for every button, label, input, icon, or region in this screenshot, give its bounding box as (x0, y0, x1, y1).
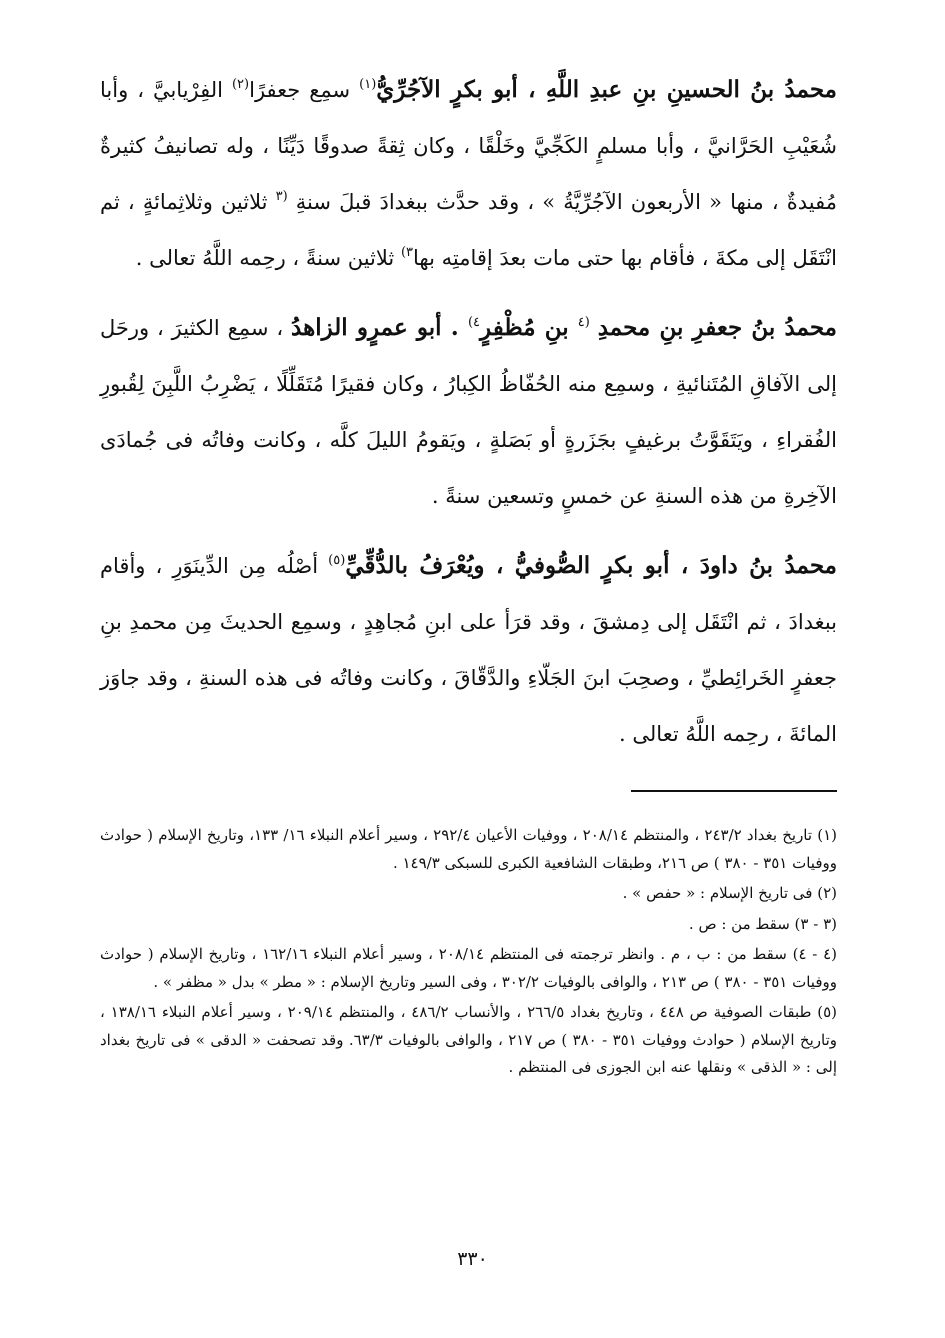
biography-entry (100, 62, 837, 286)
biography-entry (100, 300, 837, 524)
footnote-marker: (٣ (275, 189, 288, 204)
biography-entry (100, 538, 837, 762)
entry-text: سمِع جعفرًا (249, 78, 360, 102)
entry-heading: محمدُ بنُ داودَ ، أبو بكرٍ الصُّوفيُّ ، ويُعْرَفُ بالدُّقِّيِّ (345, 552, 837, 579)
footnote-divider (631, 790, 837, 792)
entry-text: ثلاثين سنةً ، رحِمه اللَّهُ تعالى . (135, 246, 401, 270)
footnote-marker: (١) (359, 77, 377, 92)
entry-heading: محمدُ بنُ جعفرِ بنِ محمدِ (597, 314, 837, 341)
entry-text: ، سمِع الكثيرَ ، ورحَل إلى الآفاقِ المُتَنائيةِ ، وسمِع منه الحُفّاظُ الكِبارُ ، وكان فقيرًا مُتَقَلِّلًا ، يَضْرِبُ اللَّبِنَ لِقُبورِ الفُقراءِ ، ويَتَقَوَّتُ برغيفٍ بجَزَرةٍ أو بَصَلةٍ ، ويَقومُ الليلَ كلَّه ، وكانت وفاتُه فى جُمادَى الآخِرةِ من هذه السنةِ عن خمسٍ وتسعين سنةً . (100, 316, 837, 508)
footnote-marker: (٥) (328, 553, 346, 568)
footnote: (٢) فى تاريخ الإسلام : « حفص » . (622, 884, 837, 902)
footnote-marker: (٤ (577, 315, 590, 330)
footnote: (٥) طبقات الصوفية ص ٤٤٨ ، وتاريخ بغداد ٢٦٦/٥ ، والأنساب ٤٨٦/٢ ، والمنتظم ٢٠٩/١٤ ، وسير أعلام النبلاء ١٣٨/١٦ ، وتاريخ الإسلام ( حوادث ووفيات ٣٥١ - ٣٨٠ ) ص ٢١٧ ، والوافى بالوفيات ٦٣/٣. وقد تصحفت « الدقى » فى تاريخ بغداد إلى : « الذقى » ونقلها عنه ابن الجوزى فى المنتظم . (100, 1003, 838, 1076)
footnotes (100, 822, 837, 1085)
entry-text: أصْلُه مِن الدِّينَوَرِ ، وأقام ببغدادَ ، ثم انْتَقَل إلى دِمشقَ ، وقد قرَأ على ابنِ مُجاهِدٍ ، وسمِع الحديثَ مِن محمدِ بنِ جعفرٍ الخَرائِطيِّ ، وصحِبَ ابنَ الجَلّاءِ والدَّقّاقَ ، وكانت وفاتُه فى هذه السنةِ ، وقد جاوَز المائةَ ، رحِمه اللَّهُ تعالى . (100, 554, 837, 746)
footnote-marker: (٢) (231, 77, 250, 92)
main-text (100, 62, 837, 776)
footnote-marker: ٤) (467, 315, 480, 330)
footnote: (١) تاريخ بغداد ٢٤٣/٢ ، والمنتظم ٢٠٨/١٤ ، ووفيات الأعيان ٢٩٢/٤ ، وسير أعلام النبلاء ١٦/ ١٣٣، وتاريخ الإسلام ( حوادث ووفيات ٣٥١ - ٣٨٠ ) ص ٢١٦، وطبقات الشافعية الكبرى للسبكى ١٤٩/٣ . (100, 826, 838, 872)
footnote-marker: ٣) (400, 245, 413, 260)
page-number: ٣٣٠ (457, 1248, 488, 1270)
entry-heading: بنِ مُظْفِرٍ (480, 314, 578, 341)
footnote: (٣ - ٣) سقط من : ص . (688, 914, 837, 933)
footnote: (٤ - ٤) سقط من : ب ، م . وانظر ترجمته فى المنتظم ٢٠٨/١٤ ، وسير أعلام النبلاء ١٦٢/١٦ ، وتاريخ الإسلام ( حوادث ووفيات ٣٥١ - ٣٨٠ ) ص ٢١٣ ، والوافى بالوفيات ٣٠٢/٢ ، وفى السير وتاريخ الإسلام : « مطر » بدل « مظفر » . (100, 945, 837, 991)
entry-text: الفِرْيابيَّ ، وأبا شُعَيْبِ الحَرَّانيَّ ، وأبا مسلمٍ الكَجِّيَّ وخَلْقًا ، وكان ثِقةً صدوقًا دَيِّنًا ، وله تصانيفُ كثيرةٌ مُفيدةٌ ، منها « الأربعون الآجُرِّيَّةُ » ، وقد حدَّث ببغدادَ قبلَ سنةِ (100, 78, 837, 214)
entry-text: ثلاثين وثلاثِمائةٍ ، ثم انْتَقَل إلى مكةَ ، فأقام بها حتى مات بعدَ إقامتِه بها (100, 190, 837, 270)
entry-heading: . أبو عمرٍو الزاهدُ (291, 314, 468, 341)
entry-heading: محمدُ بنُ الحسينِ بنِ عبدِ اللَّهِ ، أبو بكرٍ الآجُرِّيُّ (376, 76, 838, 103)
